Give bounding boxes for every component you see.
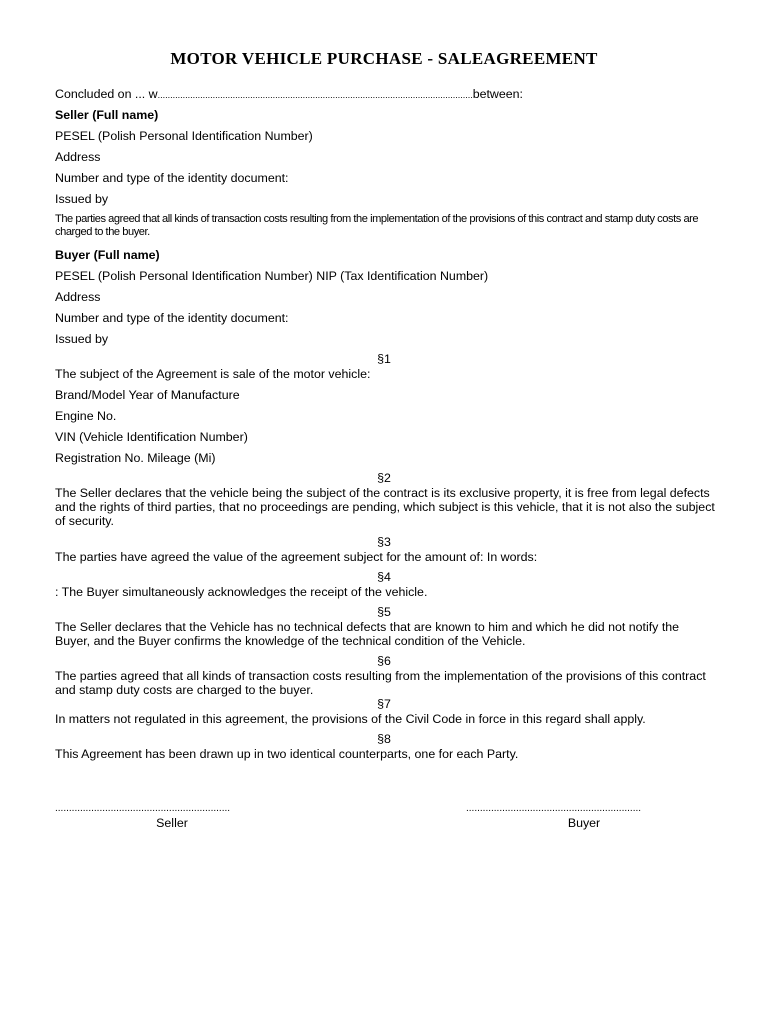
section-mark-5: §5 <box>377 605 391 619</box>
section-mark-7: §7 <box>377 697 391 711</box>
concluded-line <box>55 87 523 102</box>
s5-text: The Seller declares that the Vehicle has no technical defects that are known to him and which he did not notify the Buyer, and the Buyer confirms the knowledge of the technical condition of the Vehicle. <box>55 620 680 649</box>
s3-text: The parties have agreed the value of the agreement subject for the amount of: In words: <box>55 550 538 564</box>
s2-text: The Seller declares that the vehicle being the subject of the contract is its exclusive property, it is free from legal defects and the rights of third parties, that no proceedings are pending, which subject is this vehicle, that it is not also the subject of security. <box>55 486 715 529</box>
seller-signature-line: ............................................................... <box>55 803 231 814</box>
section-mark-3: §3 <box>377 535 391 549</box>
buyer-signature-label: Buyer <box>567 816 601 830</box>
section-mark-6: §6 <box>377 654 391 668</box>
s8-text: This Agreement has been drawn up in two identical counterparts, one for each Party. <box>55 747 519 761</box>
buyer-address: Address <box>55 290 101 304</box>
s6-text: The parties agreed that all kinds of transaction costs resulting from the implementation of the provisions of this contract and stamp duty costs are charged to the buyer. <box>55 669 706 698</box>
s4-text: : The Buyer simultaneously acknowledges the receipt of the vehicle. <box>55 585 428 599</box>
concluded-suffix: between: <box>472 87 523 101</box>
buyer-pesel-nip: PESEL (Polish Personal Identification Number) NIP (Tax Identification Number) <box>55 269 489 283</box>
buyer-id-document: Number and type of the identity document: <box>55 311 289 325</box>
seller-address: Address <box>55 150 101 164</box>
s1-engine: Engine No. <box>55 409 117 423</box>
s1-registration: Registration No. Mileage (Mi) <box>55 451 216 465</box>
section-mark-4: §4 <box>377 570 391 584</box>
s1-vin: VIN (Vehicle Identification Number) <box>55 430 248 444</box>
s1-subject: The subject of the Agreement is sale of the motor vehicle: <box>55 367 371 381</box>
concluded-prefix: Concluded on ... w <box>55 87 158 101</box>
seller-pesel: PESEL (Polish Personal Identification Number) <box>55 129 313 143</box>
s7-text: In matters not regulated in this agreement, the provisions of the Civil Code in force in this regard shall apply. <box>55 712 646 726</box>
seller-heading: Seller (Full name) <box>55 108 159 122</box>
concluded-dots: .............................................................................................................................. <box>157 90 473 100</box>
page-title: MOTOR VEHICLE PURCHASE - SALEAGREEMENT <box>170 49 598 68</box>
seller-issued-by: Issued by <box>55 192 109 206</box>
buyer-issued-by: Issued by <box>55 332 109 346</box>
buyer-heading: Buyer (Full name) <box>55 248 160 262</box>
section-mark-8: §8 <box>377 732 391 746</box>
s1-brand-model: Brand/Model Year of Manufacture <box>55 388 240 402</box>
section-mark-1: §1 <box>377 352 391 366</box>
seller-signature-label: Seller <box>156 816 188 830</box>
section-mark-2: §2 <box>377 471 391 485</box>
seller-id-document: Number and type of the identity document: <box>55 171 289 185</box>
buyer-signature-line: ............................................................... <box>466 803 642 814</box>
seller-costs-note: The parties agreed that all kinds of transaction costs resulting from the implementation of the provisions of this contract and stamp duty costs are charged to the buyer. <box>55 213 699 238</box>
